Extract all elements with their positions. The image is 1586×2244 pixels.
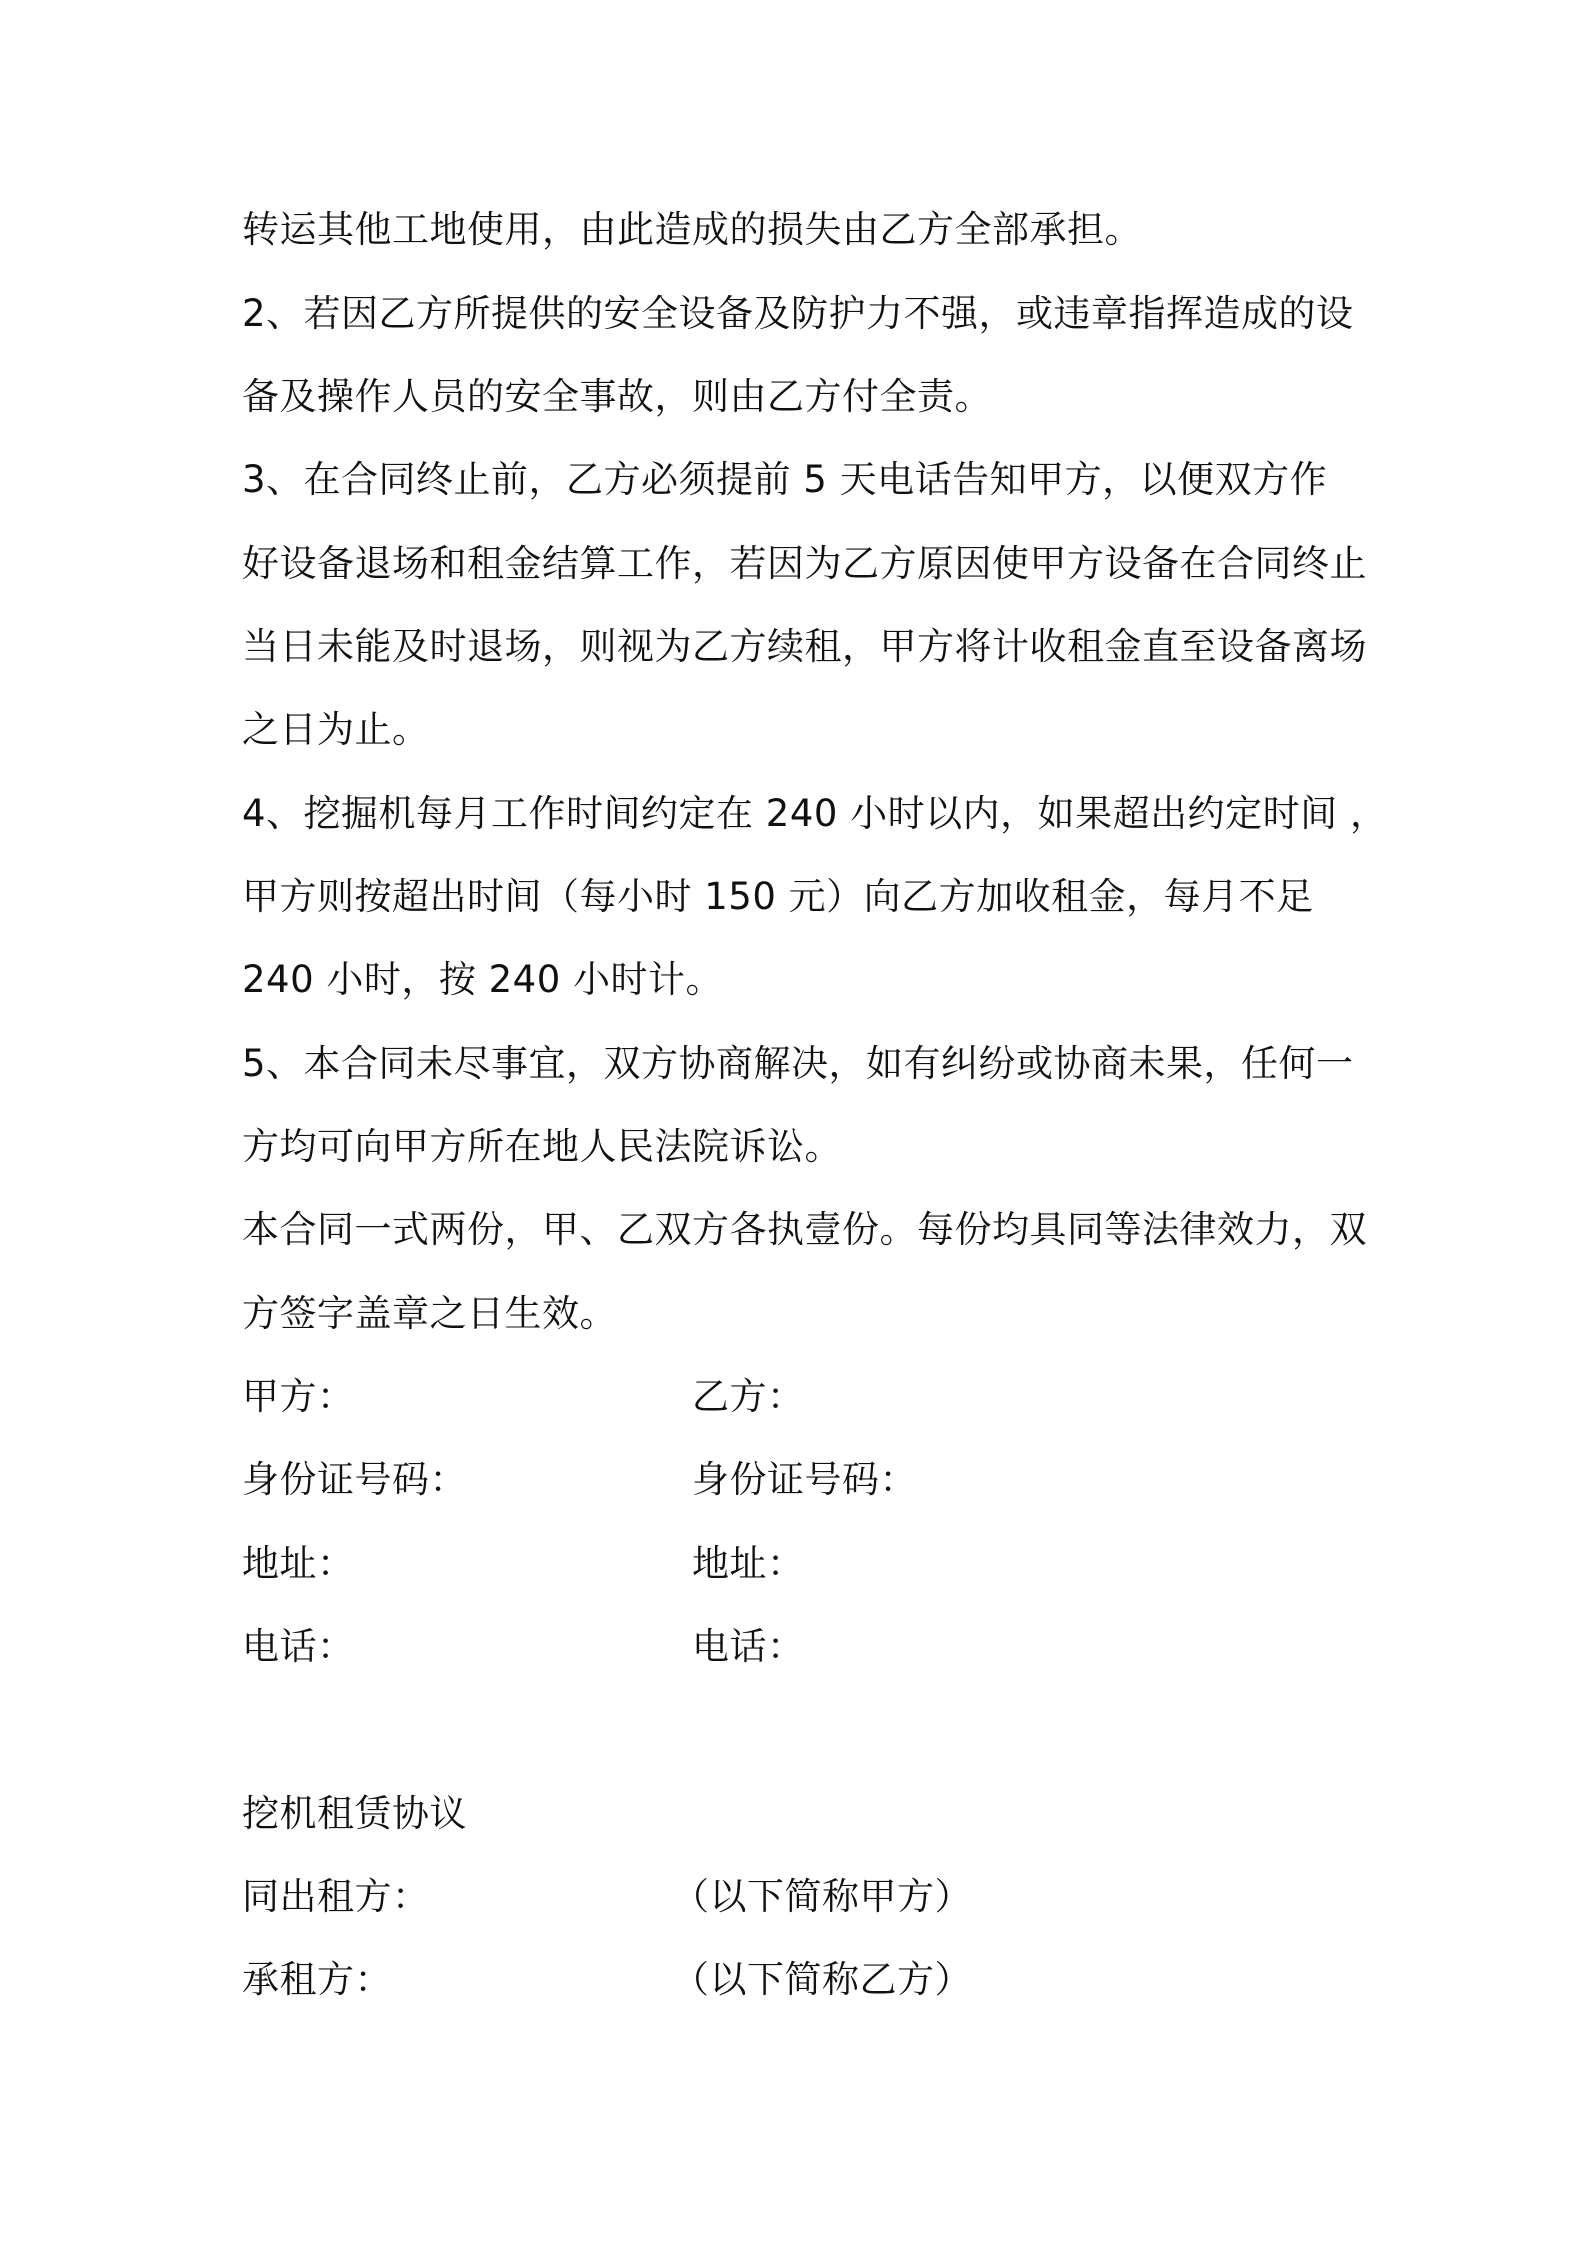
party-a-address-label: 地址： xyxy=(242,1542,355,1585)
validity-line-1: 本合同一式两份，甲、乙双方各执壹份。每份均具同等法律效力，双 xyxy=(242,1208,1367,1251)
clause-3-line-3: 当日未能及时退场，则视为乙方续租，甲方将计收租金直至设备离场 xyxy=(242,625,1367,668)
party-b-label: 乙方： xyxy=(692,1375,805,1418)
clause-4-line-1: 4、挖掘机每月工作时间约定在 240 小时以内，如果超出约定时间 ， xyxy=(242,792,1388,835)
clause-4-line-2: 甲方则按超出时间（每小时 150 元）向乙方加收租金，每月不足 xyxy=(242,875,1314,918)
clause-4-line-3: 240 小时，按 240 小时计。 xyxy=(242,958,724,1001)
party-a-phone-label: 电话： xyxy=(242,1625,355,1668)
clause-3-line-1: 3、在合同终止前，乙方必须提前 5 天电话告知甲方，以便双方作 xyxy=(242,458,1328,501)
clause-5-line-1: 5、本合同未尽事宜，双方协商解决，如有纠纷或协商未果，任何一 xyxy=(242,1042,1354,1085)
party-b-phone-label: 电话： xyxy=(692,1625,805,1668)
clause-3-line-2: 好设备退场和租金结算工作，若因为乙方原因使甲方设备在合同终止 xyxy=(242,542,1367,585)
clause-5-line-2: 方均可向甲方所在地人民法院诉讼。 xyxy=(242,1125,842,1168)
clause-3-line-4: 之日为止。 xyxy=(242,708,430,751)
agreement-title: 挖机租赁协议 xyxy=(242,1792,467,1835)
validity-line-2: 方签字盖章之日生效。 xyxy=(242,1292,617,1335)
lessee-label: 承租方： xyxy=(242,1958,392,2001)
party-b-address-label: 地址： xyxy=(692,1542,805,1585)
clause-2-line-2: 备及操作人员的安全事故，则由乙方付全责。 xyxy=(242,375,992,418)
lessor-label: 同出租方： xyxy=(242,1875,430,1918)
lessor-note: （以下简称甲方） xyxy=(672,1875,972,1918)
body-line: 转运其他工地使用，由此造成的损失由乙方全部承担。 xyxy=(242,208,1142,251)
party-a-id-label: 身份证号码： xyxy=(242,1458,467,1501)
lessee-note: （以下简称乙方） xyxy=(672,1958,972,2001)
clause-2-line-1: 2、若因乙方所提供的安全设备及防护力不强，或违章指挥造成的设 xyxy=(242,292,1354,335)
party-b-id-label: 身份证号码： xyxy=(692,1458,917,1501)
party-a-label: 甲方： xyxy=(242,1375,355,1418)
